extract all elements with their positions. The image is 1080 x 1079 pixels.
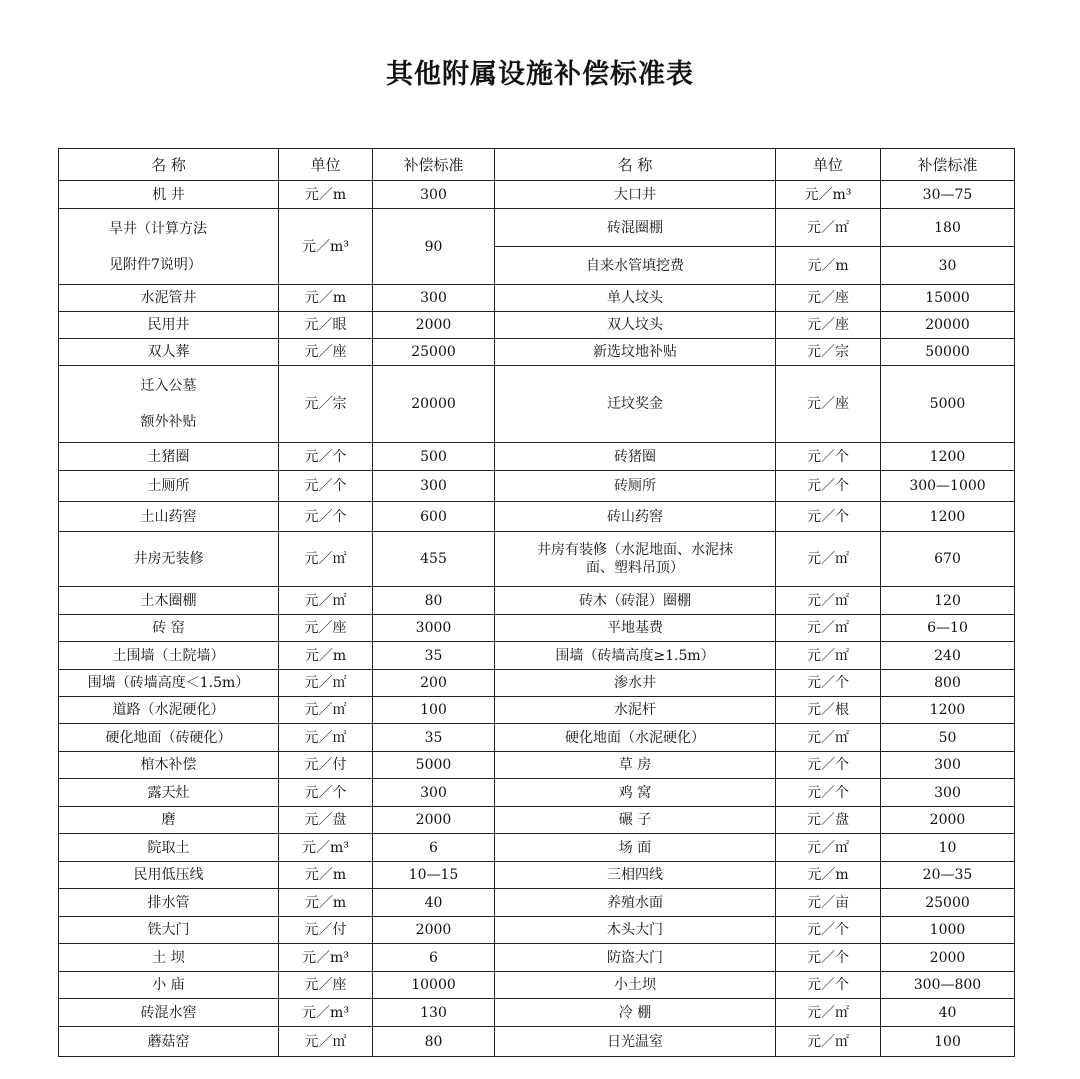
cell: 455: [373, 532, 495, 587]
cell: 10000: [373, 972, 495, 999]
cell: 元／m³: [279, 999, 373, 1027]
header-standard: 补偿标准: [373, 149, 495, 181]
cell: 25000: [373, 339, 495, 366]
cell: 旱井（计算方法 见附件7说明）: [59, 209, 279, 285]
table-row: [59, 807, 1015, 834]
cell: 硬化地面（水泥硬化）: [495, 724, 776, 752]
table-row: [59, 999, 1015, 1027]
cell: 小 庙: [59, 972, 279, 999]
cell: 20—35: [881, 862, 1015, 889]
cell: 民用低压线: [59, 862, 279, 889]
cell: 元／个: [776, 972, 881, 999]
cell: 300: [373, 181, 495, 209]
cell: 元／m³: [279, 834, 373, 862]
cell: 元／㎡: [776, 724, 881, 752]
table-row: [59, 862, 1015, 889]
cell: 元／根: [776, 697, 881, 724]
table-row: [59, 502, 1015, 532]
cell: 木头大门: [495, 917, 776, 944]
header-standard: 补偿标准: [881, 149, 1015, 181]
cell: 2000: [881, 944, 1015, 972]
cell: 元／亩: [776, 889, 881, 917]
cell: 砖混圈棚: [495, 209, 776, 247]
cell: 10—15: [373, 862, 495, 889]
cell: 水泥管井: [59, 285, 279, 312]
cell: 元／㎡: [776, 587, 881, 615]
cell: 排水管: [59, 889, 279, 917]
cell: 元／㎡: [279, 697, 373, 724]
table-row: [59, 944, 1015, 972]
cell: 小土坝: [495, 972, 776, 999]
cell: 元／盘: [279, 807, 373, 834]
table-row: [59, 889, 1015, 917]
cell: 80: [373, 587, 495, 615]
cell: 冷 棚: [495, 999, 776, 1027]
cell: 元／宗: [776, 339, 881, 366]
cell: 元／座: [279, 615, 373, 642]
table-row: [59, 642, 1015, 670]
cell: 土 坝: [59, 944, 279, 972]
cell: 平地基费: [495, 615, 776, 642]
cell: 元／宗: [279, 366, 373, 443]
cell: 元／座: [776, 366, 881, 443]
cell: 6—10: [881, 615, 1015, 642]
cell: 双人葬: [59, 339, 279, 366]
cell: 元／㎡: [776, 1027, 881, 1057]
compensation-table: [58, 148, 1015, 1057]
cell: 自来水管填挖费: [495, 247, 776, 285]
cell: 元／㎡: [776, 209, 881, 247]
cell: 元／座: [776, 312, 881, 339]
cell: 2000: [881, 807, 1015, 834]
cell: 元／㎡: [279, 1027, 373, 1057]
cell: 30: [881, 247, 1015, 285]
cell: 元／㎡: [776, 834, 881, 862]
cell: 800: [881, 670, 1015, 697]
table-row: [59, 779, 1015, 807]
cell: 元／座: [279, 972, 373, 999]
cell: 元／㎡: [776, 615, 881, 642]
cell: 1200: [881, 502, 1015, 532]
cell: 元／个: [776, 471, 881, 502]
cell: 20000: [373, 366, 495, 443]
cell: 元／㎡: [776, 642, 881, 670]
table-row: [59, 972, 1015, 999]
cell: 50: [881, 724, 1015, 752]
cell: 100: [373, 697, 495, 724]
cell: 1200: [881, 697, 1015, 724]
cell: 新选坟地补贴: [495, 339, 776, 366]
table-row: [59, 1027, 1015, 1057]
cell: 90: [373, 209, 495, 285]
cell: 单人坟头: [495, 285, 776, 312]
cell: 300—800: [881, 972, 1015, 999]
cell: 迁入公墓 额外补贴: [59, 366, 279, 443]
cell: 300: [373, 471, 495, 502]
cell: 5000: [881, 366, 1015, 443]
cell: 2000: [373, 917, 495, 944]
cell: 大口井: [495, 181, 776, 209]
cell: 民用井: [59, 312, 279, 339]
cell: 三相四线: [495, 862, 776, 889]
cell: 磨: [59, 807, 279, 834]
cell: 10: [881, 834, 1015, 862]
cell: 元／m: [776, 247, 881, 285]
cell: 渗水井: [495, 670, 776, 697]
cell: 棺木补偿: [59, 752, 279, 779]
cell: 围墙（砖墙高度＜1.5m）: [59, 670, 279, 697]
cell: 180: [881, 209, 1015, 247]
cell: 240: [881, 642, 1015, 670]
cell: 元／个: [776, 443, 881, 471]
cell: 120: [881, 587, 1015, 615]
cell: 1200: [881, 443, 1015, 471]
cell: 20000: [881, 312, 1015, 339]
cell: 元／座: [279, 339, 373, 366]
cell: 土厕所: [59, 471, 279, 502]
cell: 土山药窖: [59, 502, 279, 532]
cell: 元／m: [279, 285, 373, 312]
cell: 25000: [881, 889, 1015, 917]
cell: 土木圈棚: [59, 587, 279, 615]
table-row: [59, 587, 1015, 615]
cell: 院取土: [59, 834, 279, 862]
cell: 水泥杆: [495, 697, 776, 724]
cell: 围墙（砖墙高度≥1.5m）: [495, 642, 776, 670]
table-row: [59, 443, 1015, 471]
cell: 6: [373, 834, 495, 862]
table-row: [59, 917, 1015, 944]
cell: 元／m: [279, 181, 373, 209]
cell: 双人坟头: [495, 312, 776, 339]
table-row: [59, 697, 1015, 724]
cell: 300: [373, 779, 495, 807]
cell: 砖 窑: [59, 615, 279, 642]
cell: 蘑菇窑: [59, 1027, 279, 1057]
cell: 5000: [373, 752, 495, 779]
cell: 迁坟奖金: [495, 366, 776, 443]
cell: 铁大门: [59, 917, 279, 944]
cell: 200: [373, 670, 495, 697]
cell: 日光温室: [495, 1027, 776, 1057]
cell: 砖厕所: [495, 471, 776, 502]
cell: 35: [373, 724, 495, 752]
cell: 40: [881, 999, 1015, 1027]
cell: 养殖水面: [495, 889, 776, 917]
cell: 元／个: [776, 944, 881, 972]
cell: 80: [373, 1027, 495, 1057]
header-unit: 单位: [279, 149, 373, 181]
cell: 3000: [373, 615, 495, 642]
cell: 300: [881, 752, 1015, 779]
cell: 元／㎡: [279, 532, 373, 587]
cell: 露天灶: [59, 779, 279, 807]
header-name: 名 称: [59, 149, 279, 181]
cell: 元／盘: [776, 807, 881, 834]
cell: 670: [881, 532, 1015, 587]
table-row: [59, 615, 1015, 642]
cell: 元／m³: [279, 944, 373, 972]
header-name: 名 称: [495, 149, 776, 181]
cell: 2000: [373, 807, 495, 834]
table-row: [59, 670, 1015, 697]
cell: 机 井: [59, 181, 279, 209]
cell: 元／个: [279, 779, 373, 807]
cell: 砖山药窖: [495, 502, 776, 532]
table-row: [59, 339, 1015, 366]
cell: 碾 子: [495, 807, 776, 834]
table-row: [59, 724, 1015, 752]
cell: 砖猪圈: [495, 443, 776, 471]
cell: 元／m: [279, 642, 373, 670]
cell: 100: [881, 1027, 1015, 1057]
cell: 砖木（砖混）圈棚: [495, 587, 776, 615]
cell: 草 房: [495, 752, 776, 779]
cell: 元／㎡: [776, 999, 881, 1027]
header-unit: 单位: [776, 149, 881, 181]
cell: 元／个: [776, 917, 881, 944]
cell: 30—75: [881, 181, 1015, 209]
cell: 元／付: [279, 752, 373, 779]
cell: 元／m: [279, 889, 373, 917]
cell: 300: [373, 285, 495, 312]
cell: 1000: [881, 917, 1015, 944]
cell: 50000: [881, 339, 1015, 366]
table-row: [59, 532, 1015, 587]
table-row: [59, 752, 1015, 779]
cell: 15000: [881, 285, 1015, 312]
cell: 道路（水泥硬化）: [59, 697, 279, 724]
cell: 元／个: [776, 670, 881, 697]
table-row: [59, 471, 1015, 502]
table-row: [59, 834, 1015, 862]
table-row: [59, 312, 1015, 339]
cell: 2000: [373, 312, 495, 339]
cell: 300: [881, 779, 1015, 807]
cell: 6: [373, 944, 495, 972]
cell: 鸡 窝: [495, 779, 776, 807]
cell: 元／㎡: [279, 587, 373, 615]
cell: 元／m: [776, 862, 881, 889]
cell: 元／m³: [776, 181, 881, 209]
cell: 土猪圈: [59, 443, 279, 471]
cell: 元／m: [279, 862, 373, 889]
cell: 砖混水窖: [59, 999, 279, 1027]
page-title: 其他附属设施补偿标准表: [386, 59, 694, 90]
cell: 元／眼: [279, 312, 373, 339]
cell: 元／个: [776, 502, 881, 532]
cell: 600: [373, 502, 495, 532]
cell: 硬化地面（砖硬化）: [59, 724, 279, 752]
cell: 元／㎡: [279, 724, 373, 752]
cell: 元／个: [279, 502, 373, 532]
table-row: [59, 209, 1015, 247]
cell: 元／m³: [279, 209, 373, 285]
cell: 防盗大门: [495, 944, 776, 972]
cell: 元／个: [776, 752, 881, 779]
header-row: [59, 149, 1015, 181]
table-row: [59, 366, 1015, 443]
cell: 井房有装修（水泥地面、水泥抹 面、塑料吊顶）: [495, 532, 776, 587]
cell: 场 面: [495, 834, 776, 862]
cell: 35: [373, 642, 495, 670]
cell: 130: [373, 999, 495, 1027]
cell: 300—1000: [881, 471, 1015, 502]
cell: 土围墙（土院墙）: [59, 642, 279, 670]
table-row: [59, 181, 1015, 209]
cell: 元／个: [279, 443, 373, 471]
cell: 元／个: [279, 471, 373, 502]
cell: 40: [373, 889, 495, 917]
cell: 元／个: [776, 779, 881, 807]
cell: 元／座: [776, 285, 881, 312]
cell: 500: [373, 443, 495, 471]
cell: 元／付: [279, 917, 373, 944]
table-row: [59, 285, 1015, 312]
cell: 元／㎡: [776, 532, 881, 587]
cell: 井房无装修: [59, 532, 279, 587]
cell: 元／㎡: [279, 670, 373, 697]
